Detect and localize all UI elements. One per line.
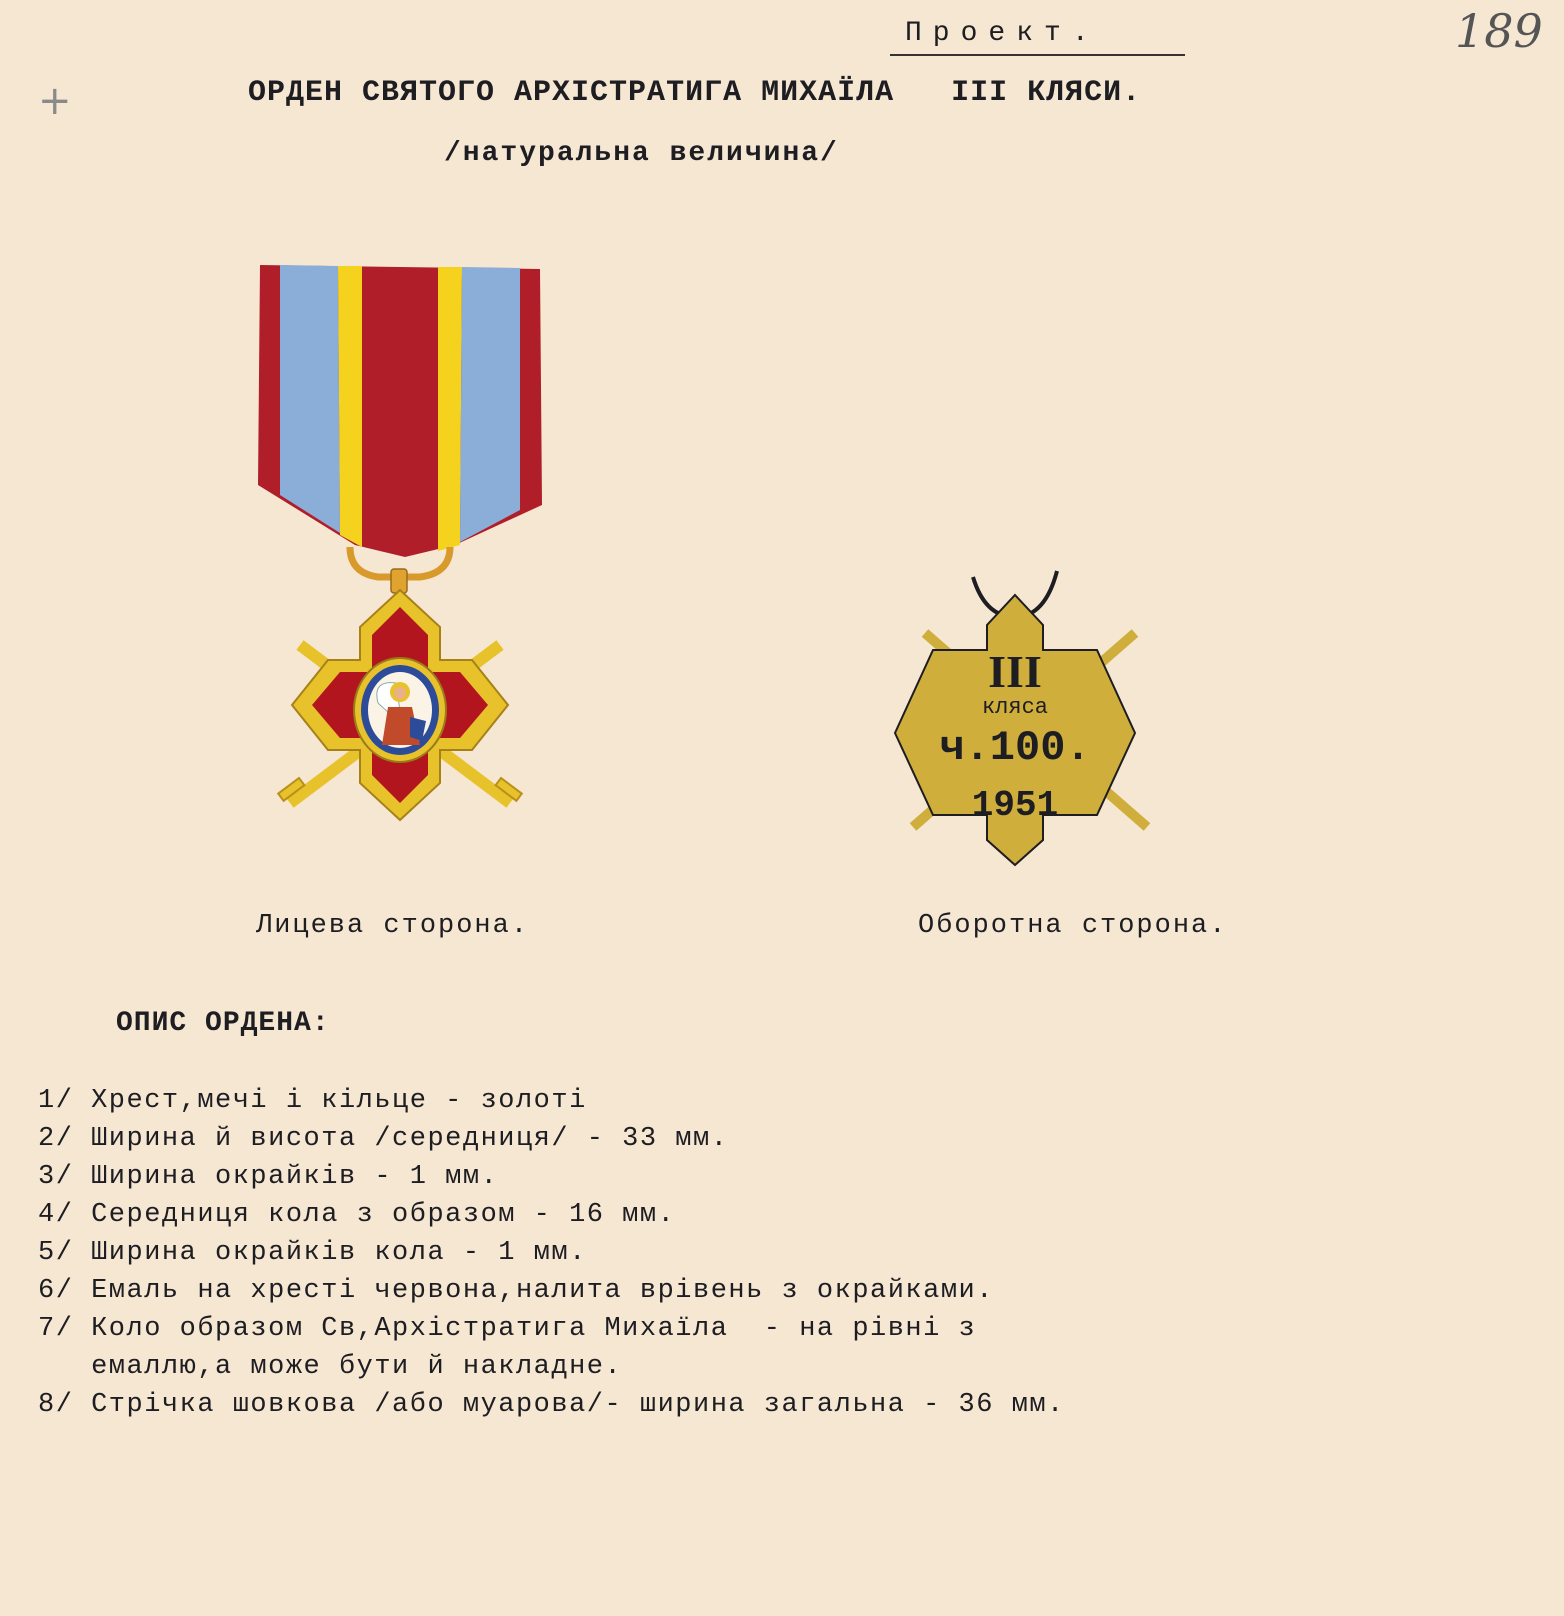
description-item: емаллю,а може бути й накладне. [38,1352,623,1382]
project-underline [890,54,1185,56]
document-subtitle: /натуральна величина/ [444,138,839,169]
description-list [38,1082,1065,1424]
front-side-caption: Лицева сторона. [256,911,530,941]
project-label: Проект. [905,18,1100,49]
description-item: 6/ Емаль на хресті червона,налита врівень з окрайками. [38,1276,994,1306]
description-item: 5/ Ширина окрайків кола - 1 мм. [38,1238,587,1268]
description-item: 3/ Ширина окрайків - 1 мм. [38,1162,499,1192]
reverse-class-word: кляса [981,695,1049,720]
archangel-michael-medallion [354,658,446,762]
description-item: 1/ Хрест,мечі і кільце - золоті [38,1086,587,1116]
document-title: ОРДЕН СВЯТОГО АРХІСТРАТИГА МИХАЇЛА III КЛЯСИ. [248,76,1142,110]
back-medal-drawing [885,565,1175,885]
description-item: 8/ Стрічка шовкова /або муарова/- ширина загальна - 36 мм. [38,1390,1065,1420]
ribbon [258,265,542,557]
front-medal-drawing [250,255,550,875]
back-side-caption: Оборотна сторона. [918,911,1228,941]
reverse-class-numeral: III [988,646,1042,697]
handwritten-page-number: 189 [1455,4,1543,58]
description-heading: ОПИС ОРДЕНА: [116,1008,330,1039]
description-item: 7/ Коло образом Св,Архістратига Михаїла - на рівні з [38,1314,977,1344]
reverse-serial-number: ч.100. [939,724,1091,772]
description-item: 4/ Середниця кола з образом - 16 мм. [38,1200,676,1230]
margin-cross-mark: + [38,78,72,124]
description-item: 2/ Ширина й висота /середниця/ - 33 мм. [38,1124,729,1154]
reverse-year: 1951 [971,785,1059,826]
